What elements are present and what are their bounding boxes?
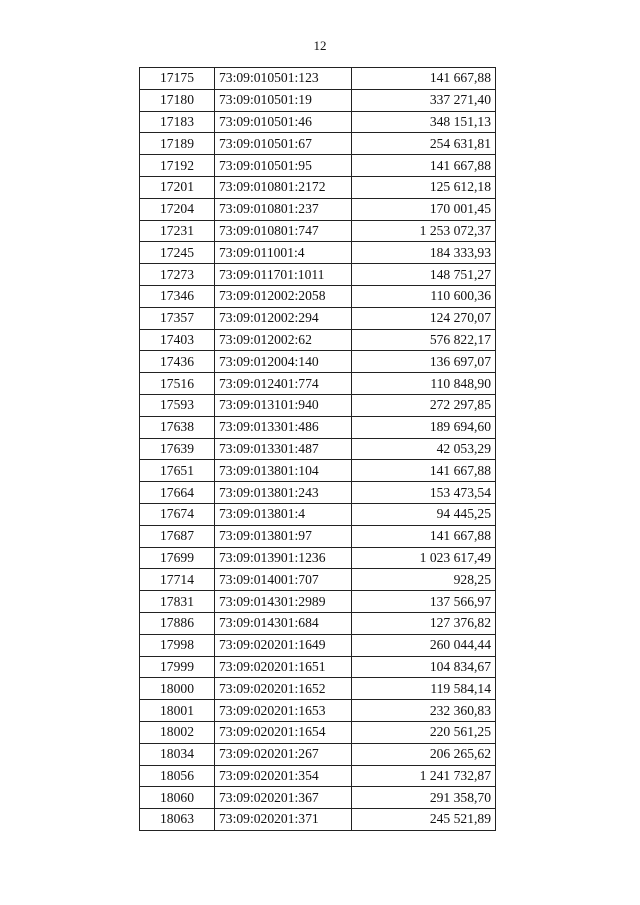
- row-number-cell: 17831: [140, 591, 215, 613]
- table-row: [140, 264, 496, 286]
- table-row: [140, 678, 496, 700]
- table-row: [140, 482, 496, 504]
- row-number-cell: 17516: [140, 373, 215, 395]
- cadastral-number-cell: 73:09:014001:707: [215, 569, 352, 591]
- cadastral-number-cell: 73:09:020201:1653: [215, 700, 352, 722]
- cadastral-number-cell: 73:09:010501:19: [215, 89, 352, 111]
- row-number-cell: 17346: [140, 285, 215, 307]
- cadastral-number-cell: 73:09:012002:2058: [215, 285, 352, 307]
- cadastral-value-cell: 1 253 072,37: [352, 220, 496, 242]
- cadastral-number-cell: 73:09:010501:67: [215, 133, 352, 155]
- table-row: [140, 220, 496, 242]
- cadastral-value-cell: 137 566,97: [352, 591, 496, 613]
- cadastral-number-cell: 73:09:013301:486: [215, 416, 352, 438]
- row-number-cell: 17189: [140, 133, 215, 155]
- cadastral-number-cell: 73:09:010801:237: [215, 198, 352, 220]
- cadastral-value-cell: 206 265,62: [352, 743, 496, 765]
- row-number-cell: 17403: [140, 329, 215, 351]
- cadastral-value-cell: 141 667,88: [352, 525, 496, 547]
- cadastral-number-cell: 73:09:013101:940: [215, 394, 352, 416]
- cadastral-number-cell: 73:09:020201:267: [215, 743, 352, 765]
- table-row: [140, 612, 496, 634]
- cadastral-value-cell: 141 667,88: [352, 460, 496, 482]
- row-number-cell: 17183: [140, 111, 215, 133]
- table-body: [140, 68, 496, 831]
- cadastral-number-cell: 73:09:010501:46: [215, 111, 352, 133]
- cadastral-number-cell: 73:09:012002:62: [215, 329, 352, 351]
- cadastral-number-cell: 73:09:010801:747: [215, 220, 352, 242]
- cadastral-value-cell: 189 694,60: [352, 416, 496, 438]
- cadastral-value-cell: 272 297,85: [352, 394, 496, 416]
- row-number-cell: 17204: [140, 198, 215, 220]
- cadastral-value-cell: 337 271,40: [352, 89, 496, 111]
- table-row: [140, 242, 496, 264]
- cadastral-number-cell: 73:09:012401:774: [215, 373, 352, 395]
- cadastral-number-cell: 73:09:011701:1011: [215, 264, 352, 286]
- table-row: [140, 329, 496, 351]
- row-number-cell: 17593: [140, 394, 215, 416]
- cadastral-value-cell: 260 044,44: [352, 634, 496, 656]
- table-row: [140, 176, 496, 198]
- row-number-cell: 18002: [140, 721, 215, 743]
- table-row: [140, 787, 496, 809]
- table-row: [140, 373, 496, 395]
- cadastral-number-cell: 73:09:020201:1654: [215, 721, 352, 743]
- row-number-cell: 17651: [140, 460, 215, 482]
- row-number-cell: 17175: [140, 68, 215, 90]
- row-number-cell: 17436: [140, 351, 215, 373]
- cadastral-value-cell: 928,25: [352, 569, 496, 591]
- cadastral-number-cell: 73:09:020201:1652: [215, 678, 352, 700]
- row-number-cell: 17714: [140, 569, 215, 591]
- cadastral-number-cell: 73:09:013801:97: [215, 525, 352, 547]
- cadastral-value-cell: 153 473,54: [352, 482, 496, 504]
- row-number-cell: 17687: [140, 525, 215, 547]
- table-row: [140, 416, 496, 438]
- cadastral-number-cell: 73:09:011001:4: [215, 242, 352, 264]
- table-row: [140, 133, 496, 155]
- row-number-cell: 17357: [140, 307, 215, 329]
- row-number-cell: 17998: [140, 634, 215, 656]
- table-row: [140, 809, 496, 831]
- cadastral-value-cell: 291 358,70: [352, 787, 496, 809]
- row-number-cell: 18056: [140, 765, 215, 787]
- cadastral-number-cell: 73:09:020201:1649: [215, 634, 352, 656]
- cadastral-value-cell: 127 376,82: [352, 612, 496, 634]
- table-row: [140, 700, 496, 722]
- cadastral-value-cell: 42 053,29: [352, 438, 496, 460]
- cadastral-value-cell: 124 270,07: [352, 307, 496, 329]
- row-number-cell: 17231: [140, 220, 215, 242]
- cadastral-value-cell: 245 521,89: [352, 809, 496, 831]
- table-row: [140, 394, 496, 416]
- table-row: [140, 155, 496, 177]
- cadastral-number-cell: 73:09:020201:371: [215, 809, 352, 831]
- cadastral-value-cell: 348 151,13: [352, 111, 496, 133]
- row-number-cell: 17638: [140, 416, 215, 438]
- cadastral-value-cell: 104 834,67: [352, 656, 496, 678]
- cadastral-number-cell: 73:09:013801:104: [215, 460, 352, 482]
- table-row: [140, 89, 496, 111]
- table-row: [140, 285, 496, 307]
- cadastral-value-cell: 232 360,83: [352, 700, 496, 722]
- cadastral-number-cell: 73:09:012002:294: [215, 307, 352, 329]
- cadastral-value-cell: 119 584,14: [352, 678, 496, 700]
- cadastral-value-cell: 136 697,07: [352, 351, 496, 373]
- cadastral-number-cell: 73:09:013901:1236: [215, 547, 352, 569]
- table-row: [140, 68, 496, 90]
- table-row: [140, 569, 496, 591]
- row-number-cell: 18001: [140, 700, 215, 722]
- cadastral-number-cell: 73:09:020201:367: [215, 787, 352, 809]
- cadastral-value-cell: 141 667,88: [352, 155, 496, 177]
- row-number-cell: 17699: [140, 547, 215, 569]
- table-row: [140, 656, 496, 678]
- row-number-cell: 17886: [140, 612, 215, 634]
- row-number-cell: 17245: [140, 242, 215, 264]
- row-number-cell: 18063: [140, 809, 215, 831]
- cadastral-value-cell: 141 667,88: [352, 68, 496, 90]
- table-row: [140, 438, 496, 460]
- cadastral-number-cell: 73:09:014301:2989: [215, 591, 352, 613]
- cadastral-number-cell: 73:09:010501:95: [215, 155, 352, 177]
- cadastral-number-cell: 73:09:020201:354: [215, 765, 352, 787]
- cadastral-value-cell: 94 445,25: [352, 503, 496, 525]
- table-row: [140, 503, 496, 525]
- cadastral-value-cell: 220 561,25: [352, 721, 496, 743]
- row-number-cell: 17180: [140, 89, 215, 111]
- table-row: [140, 111, 496, 133]
- table-row: [140, 198, 496, 220]
- cadastral-number-cell: 73:09:010801:2172: [215, 176, 352, 198]
- page-number: 12: [313, 38, 327, 53]
- row-number-cell: 17664: [140, 482, 215, 504]
- table-row: [140, 525, 496, 547]
- table-row: [140, 743, 496, 765]
- cadastral-value-table: [139, 67, 496, 831]
- cadastral-number-cell: 73:09:013801:243: [215, 482, 352, 504]
- table-row: [140, 460, 496, 482]
- cadastral-value-cell: 148 751,27: [352, 264, 496, 286]
- cadastral-number-cell: 73:09:020201:1651: [215, 656, 352, 678]
- row-number-cell: 17273: [140, 264, 215, 286]
- row-number-cell: 17999: [140, 656, 215, 678]
- table-row: [140, 765, 496, 787]
- row-number-cell: 17674: [140, 503, 215, 525]
- row-number-cell: 17201: [140, 176, 215, 198]
- cadastral-value-cell: 110 600,36: [352, 285, 496, 307]
- cadastral-value-cell: 1 023 617,49: [352, 547, 496, 569]
- cadastral-value-cell: 576 822,17: [352, 329, 496, 351]
- cadastral-value-cell: 125 612,18: [352, 176, 496, 198]
- cadastral-number-cell: 73:09:012004:140: [215, 351, 352, 373]
- table-row: [140, 307, 496, 329]
- cadastral-value-cell: 170 001,45: [352, 198, 496, 220]
- table-row: [140, 591, 496, 613]
- cadastral-value-cell: 1 241 732,87: [352, 765, 496, 787]
- row-number-cell: 17192: [140, 155, 215, 177]
- cadastral-value-cell: 184 333,93: [352, 242, 496, 264]
- cadastral-value-cell: 110 848,90: [352, 373, 496, 395]
- cadastral-number-cell: 73:09:010501:123: [215, 68, 352, 90]
- table-row: [140, 351, 496, 373]
- row-number-cell: 18060: [140, 787, 215, 809]
- row-number-cell: 17639: [140, 438, 215, 460]
- table-row: [140, 547, 496, 569]
- cadastral-value-cell: 254 631,81: [352, 133, 496, 155]
- cadastral-number-cell: 73:09:014301:684: [215, 612, 352, 634]
- row-number-cell: 18000: [140, 678, 215, 700]
- cadastral-number-cell: 73:09:013801:4: [215, 503, 352, 525]
- table-row: [140, 634, 496, 656]
- table-row: [140, 721, 496, 743]
- row-number-cell: 18034: [140, 743, 215, 765]
- cadastral-number-cell: 73:09:013301:487: [215, 438, 352, 460]
